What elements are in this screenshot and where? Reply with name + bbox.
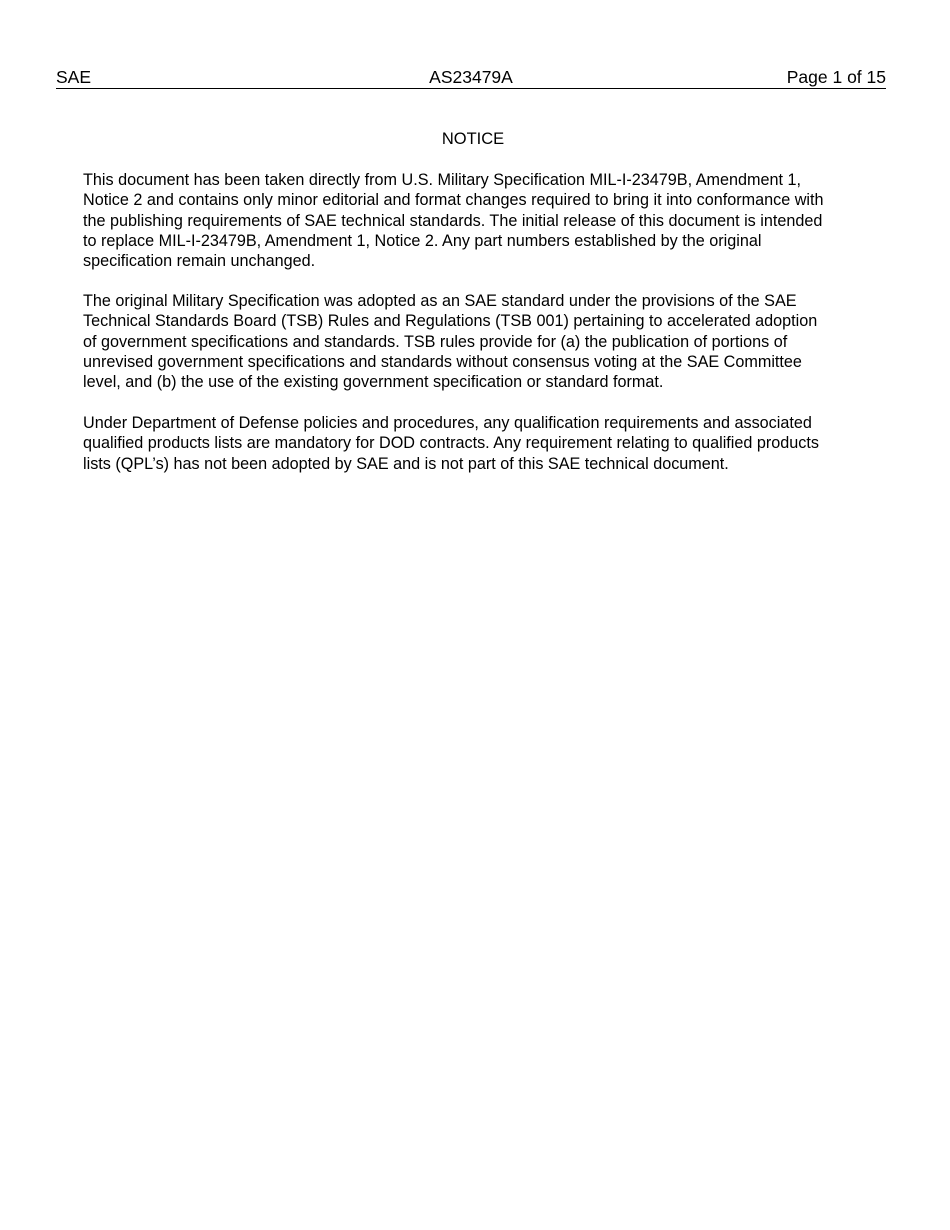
paragraph-line: unrevised government specifications and standards without consensus voting at the SAE Committee	[83, 352, 802, 371]
paragraph-line: to replace MIL-I-23479B, Amendment 1, Notice 2. Any part numbers established by the original	[83, 231, 762, 250]
header-page-number: Page 1 of 15	[786, 67, 886, 87]
paragraph-line: level, and (b) the use of the existing government specification or standard format.	[83, 373, 664, 392]
notice-paragraph-adoption	[83, 291, 873, 392]
paragraph-line: the publishing requirements of SAE technical standards. The initial release of this document is intended	[83, 211, 823, 230]
paragraph-line: of government specifications and standards. TSB rules provide for (a) the publication of portions of	[83, 332, 788, 351]
header-document-number: AS23479A	[429, 67, 513, 87]
header-organization: SAE	[56, 67, 92, 87]
paragraph-line: lists (QPL’s) has not been adopted by SAE and is not part of this SAE technical document.	[83, 454, 729, 473]
paragraph-line: This document has been taken directly from U.S. Military Specification MIL-I-23479B, Amendment 1,	[83, 171, 801, 189]
notice-paragraph-source	[83, 170, 873, 271]
paragraph-line: specification remain unchanged.	[83, 252, 316, 271]
paragraph-line: The original Military Specification was adopted as an SAE standard under the provisions of the SAE	[83, 292, 797, 310]
notice-title: NOTICE	[441, 130, 505, 148]
paragraph-line: Under Department of Defense policies and procedures, any qualification requirements and associated	[83, 414, 812, 432]
page-header	[56, 66, 886, 89]
paragraph-line: Technical Standards Board (TSB) Rules and Regulations (TSB 001) pertaining to accelerated adoption	[83, 312, 818, 331]
notice-paragraph-qualification	[83, 413, 873, 474]
paragraph-line: Notice 2 and contains only minor editorial and format changes required to bring it into conformance with	[83, 191, 824, 210]
paragraph-line: qualified products lists are mandatory for DOD contracts. Any requirement relating to qualified products	[83, 434, 819, 453]
